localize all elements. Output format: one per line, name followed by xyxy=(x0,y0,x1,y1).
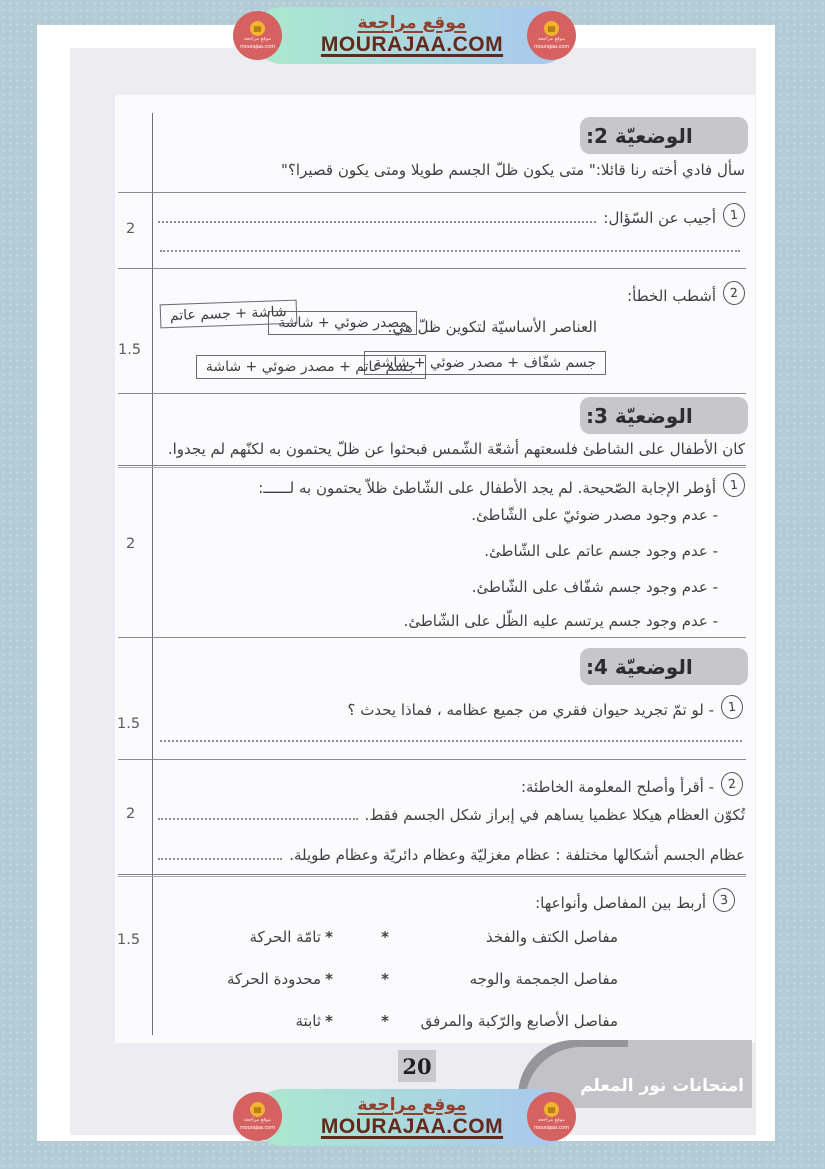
badge-site-domain: mourajaa.com xyxy=(240,1124,275,1131)
site-logo-badge[interactable] xyxy=(527,11,576,60)
situation2-q1 xyxy=(158,203,745,228)
mark-value: 2 xyxy=(126,806,136,822)
badge-site-domain: mourajaa.com xyxy=(534,1124,569,1131)
match-gap xyxy=(337,966,377,992)
match-bullet: * xyxy=(325,928,333,946)
option-box: جسم عاتم + مصدر ضوئي + شاشة xyxy=(196,355,426,379)
match-gap xyxy=(337,924,377,950)
site-logo-badge[interactable] xyxy=(527,1092,576,1141)
situation4-q2 xyxy=(521,772,743,797)
mark-value: 2 xyxy=(126,221,136,237)
section-divider xyxy=(118,393,746,394)
badge-site-name: موقع مراجعة xyxy=(538,36,565,43)
site-domain: MOURAJAA.COM xyxy=(320,33,504,57)
mark-value: 2 xyxy=(126,536,136,552)
badge-site-name: موقع مراجعة xyxy=(244,1117,271,1124)
badge-site-name: موقع مراجعة xyxy=(244,36,271,43)
situation4-title-banner xyxy=(580,648,748,685)
section-divider xyxy=(118,874,746,877)
answer-dotted-line xyxy=(158,818,358,820)
publisher-ribbon-label: امتحانات نور المعلم xyxy=(580,1076,744,1096)
option-box: جسم شفّاف + مصدر ضوئي + شاشة xyxy=(364,351,606,375)
mark-value: 1.5 xyxy=(117,716,141,732)
choice-item xyxy=(404,611,718,631)
badge-site-domain: mourajaa.com xyxy=(534,43,569,50)
answer-dotted-line xyxy=(160,740,742,742)
match-bullet: * xyxy=(325,1012,333,1030)
joint-item: مفاصل الأصابع والرّكبة والمرفق xyxy=(420,1012,618,1030)
marks-column-line xyxy=(152,113,153,1035)
situation2-intro-text: سأل فادي أخته رنا قائلا:" متى يكون ظلّ الجسم طويلا ومتى يكون قصيرا؟" xyxy=(281,161,745,179)
site-logo-badge[interactable] xyxy=(233,1092,282,1141)
situation4-q3-label: أربط بين المفاصل وأنواعها: xyxy=(535,893,706,912)
situation3-intro-text: كان الأطفال على الشاطئ فلسعتهم أشعّة الشّمس فبحثوا عن ظلّ يحتمون به لكنّهم لم يجدوا. xyxy=(167,440,745,458)
situation3-q1 xyxy=(158,473,745,498)
question-number-circle: 3 xyxy=(712,887,736,913)
site-banner-top[interactable] xyxy=(254,7,570,64)
situation2-title: الوضعيّة 2: xyxy=(586,123,693,148)
answer-dotted-line xyxy=(158,221,596,223)
site-name-arabic: موقع مراجعة xyxy=(357,12,467,33)
choice-item xyxy=(472,577,718,597)
situation4-q2-label: - أقرأ وأصلح المعلومة الخاطئة: xyxy=(520,777,714,796)
match-bullet: * xyxy=(381,1012,389,1030)
choice-item xyxy=(484,541,718,561)
site-name-arabic: موقع مراجعة xyxy=(357,1094,467,1115)
situation4-q1-label: - لو تمّ تجريد حيوان فقري من جميع عظامه ، فماذا يحدث ؟ xyxy=(347,700,714,719)
mark-value: 1.5 xyxy=(118,342,142,358)
section-divider xyxy=(118,465,746,468)
section-divider xyxy=(118,759,746,760)
badge-site-name: موقع مراجعة xyxy=(538,1117,565,1124)
statement-text: تُكوّن العظام هيكلا عظميا يساهم في إبراز شكل الجسم فقط. xyxy=(364,806,745,824)
option-box: شاشة + جسم عاتم xyxy=(160,300,297,329)
choice-item xyxy=(471,505,718,525)
book-logo-icon: ▤ xyxy=(250,1102,265,1117)
statement-row xyxy=(158,805,745,825)
choice-text: - عدم وجود جسم عاتم على الشّاطئ. xyxy=(484,542,718,560)
option-box: مصدر ضوئي + شاشة xyxy=(268,311,417,335)
situation4-title: الوضعيّة 4: xyxy=(586,654,693,679)
section-divider xyxy=(118,637,746,638)
site-domain: MOURAJAA.COM xyxy=(320,1115,504,1139)
situation3-title-banner xyxy=(580,397,748,434)
choice-text: - عدم وجود مصدر ضوئيّ على الشّاطئ. xyxy=(471,506,718,524)
question-number-circle: 2 xyxy=(722,280,746,306)
section-divider xyxy=(118,192,746,193)
joint-type-item: ثابتة xyxy=(295,1012,321,1030)
question-number-circle: 1 xyxy=(720,694,744,720)
joint-type-item: تامّة الحركة xyxy=(249,928,321,946)
page-number: 20 xyxy=(398,1050,436,1082)
question-number-circle: 1 xyxy=(722,472,746,498)
situation4-q3 xyxy=(535,888,735,913)
situation2-q1-label: أجيب عن السّؤال: xyxy=(603,208,716,227)
situation4-q1 xyxy=(347,695,743,720)
match-bullet: * xyxy=(381,970,389,988)
situation2-q2-stem-text: العناصر الأساسيّة لتكوين ظلّ هي: xyxy=(387,318,597,336)
statement-row xyxy=(158,845,745,865)
situation3-title: الوضعيّة 3: xyxy=(586,403,693,428)
choice-text: - عدم وجود جسم يرتسم عليه الظّل على الشّاطئ. xyxy=(403,612,718,630)
joint-item: مفاصل الكتف والفخذ xyxy=(485,928,618,946)
badge-site-domain: mourajaa.com xyxy=(240,43,275,50)
choice-text: - عدم وجود جسم شفّاف على الشّاطئ. xyxy=(471,578,718,596)
answer-dotted-line xyxy=(160,250,740,252)
question-number-circle: 1 xyxy=(722,202,746,228)
site-banner-bottom[interactable] xyxy=(254,1089,570,1146)
situation2-q2 xyxy=(627,281,745,306)
joint-item: مفاصل الجمجمة والوجه xyxy=(469,970,618,988)
statement-text: عظام الجسم أشكالها مختلفة : عظام مغزليّة وعظام دائريّة وعظام طويلة. xyxy=(289,846,745,864)
question-number-circle: 2 xyxy=(720,771,744,797)
situation2-intro xyxy=(160,160,745,180)
match-gap xyxy=(337,1008,377,1034)
section-divider xyxy=(118,268,746,269)
matching-exercise xyxy=(211,924,618,1034)
match-bullet: * xyxy=(381,928,389,946)
situation2-q2-label: أشطب الخطأ: xyxy=(627,286,716,305)
joint-type-item: محدودة الحركة xyxy=(226,970,321,988)
mark-value: 1.5 xyxy=(117,932,141,948)
situation3-intro xyxy=(160,439,745,459)
site-logo-badge[interactable] xyxy=(233,11,282,60)
match-bullet: * xyxy=(325,970,333,988)
situation2-title-banner xyxy=(580,117,748,154)
situation3-q1-label: أؤطر الإجابة الصّحيحة. لم يجد الأطفال على الشّاطئ ظلاّ يحتمون به لــــــ: xyxy=(258,478,716,497)
book-logo-icon: ▤ xyxy=(250,21,265,36)
book-logo-icon: ▤ xyxy=(544,1102,559,1117)
situation2-q2-stem xyxy=(387,317,597,337)
book-logo-icon: ▤ xyxy=(544,21,559,36)
answer-dotted-line xyxy=(158,858,282,860)
